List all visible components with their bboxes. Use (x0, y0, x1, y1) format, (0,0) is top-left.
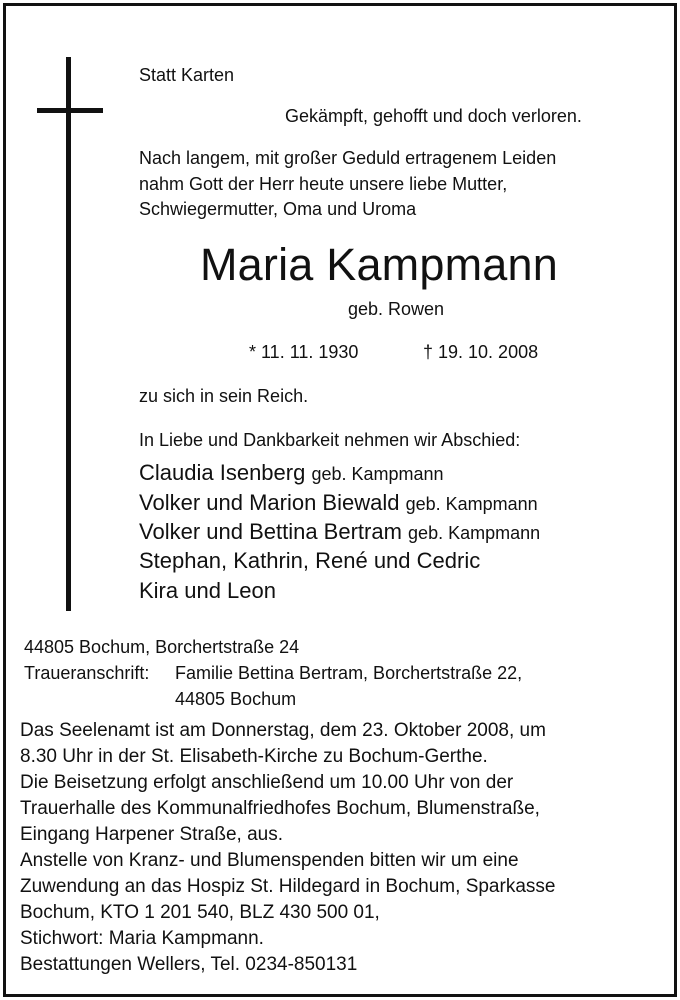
mourner (139, 580, 276, 602)
mourner-geb: geb. Kampmann (311, 464, 444, 484)
mourner-geb: geb. Kampmann (405, 494, 538, 514)
mourner-name: Stephan, Kathrin, René und Cedric (139, 548, 481, 573)
detail-line: Trauerhalle des Kommunalfriedhofes Bochum, Blumenstraße, (20, 798, 540, 819)
cross-icon (66, 57, 71, 611)
deceased-name: Maria Kampmann (200, 239, 558, 290)
mourner-name: Volker und Bettina Bertram (139, 519, 402, 544)
mourner-name: Volker und Marion Biewald (139, 490, 400, 515)
death-date: † 19. 10. 2008 (423, 342, 539, 362)
statt-karten: Statt Karten (139, 65, 235, 85)
detail-line: Zuwendung an das Hospiz St. Hildegard in Bochum, Sparkasse (20, 876, 556, 897)
detail-line: Eingang Harpener Straße, aus. (20, 824, 283, 845)
detail-line: Anstelle von Kranz- und Blumenspenden bitten wir um eine (20, 850, 519, 871)
detail-line: Bochum, KTO 1 201 540, BLZ 430 500 01, (20, 902, 380, 923)
maiden-name: geb. Rowen (348, 299, 445, 319)
cross-bar (37, 108, 103, 113)
mourner (139, 550, 480, 572)
trauer-city: 44805 Bochum (175, 689, 297, 709)
address-line: 44805 Bochum, Borchertstraße 24 (24, 637, 300, 657)
mourner (139, 492, 538, 514)
reich-line: zu sich in sein Reich. (139, 386, 309, 406)
detail-line: Stichwort: Maria Kampmann. (20, 928, 264, 949)
trauer-address: Familie Bettina Bertram, Borchertstraße 22, (175, 663, 523, 683)
mourner (139, 521, 540, 543)
detail-line: Bestattungen Wellers, Tel. 0234-850131 (20, 954, 358, 975)
intro-line: Nach langem, mit großer Geduld ertragenem Leiden (139, 148, 557, 168)
mourner-name: Claudia Isenberg (139, 460, 306, 485)
birth-date: * 11. 11. 1930 (249, 342, 359, 362)
motto: Gekämpft, gehofft und doch verloren. (285, 106, 582, 126)
mourner-name: Kira und Leon (139, 578, 276, 603)
mourner-geb: geb. Kampmann (408, 523, 541, 543)
trauer-label: Traueranschrift: (24, 663, 150, 683)
farewell-line: In Liebe und Dankbarkeit nehmen wir Abschied: (139, 430, 521, 450)
detail-line: Das Seelenamt ist am Donnerstag, dem 23. Oktober 2008, um (20, 720, 546, 741)
detail-line: Die Beisetzung erfolgt anschließend um 10.00 Uhr von der (20, 772, 514, 793)
intro-line: Schwiegermutter, Oma und Uroma (139, 199, 417, 219)
mourner (139, 462, 444, 484)
detail-line: 8.30 Uhr in der St. Elisabeth-Kirche zu Bochum-Gerthe. (20, 746, 488, 767)
intro-line: nahm Gott der Herr heute unsere liebe Mutter, (139, 174, 508, 194)
